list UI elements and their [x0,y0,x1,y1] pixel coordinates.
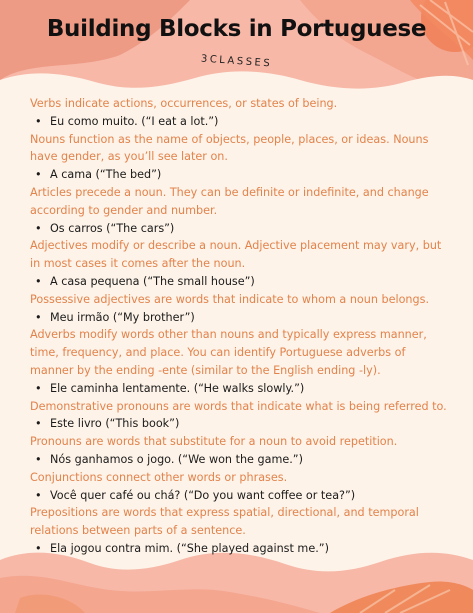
possessive-adjectives-definition: Possessive adjectives are words that indicate to whom a noun belongs. [30,292,430,306]
articles-example: • Os carros (“The cars”) [30,220,450,238]
prepositions-definition: Prepositions are words that express spatial, directional, and temporal relations between parts of a sentence. [30,506,419,538]
prepositions-example: • Ela jogou contra mim. (“She played against me.”) [30,540,450,558]
pronouns-example: • Nós ganhamos o jogo. (“We won the game.”) [30,451,450,469]
conjunctions-example: • Você quer café ou chá? (“Do you want coffee or tea?”) [30,487,450,505]
articles-definition: Articles precede a noun. They can be definite or indefinite, and change according to gender and number. [30,185,429,217]
nouns-definition: Nouns function as the name of objects, people, places, or ideas. Nouns have gender, as you’ll see later on. [30,132,429,164]
adjectives-example: • A casa pequena (“The small house”) [30,273,450,291]
page-title: Building Blocks in Portuguese [46,16,427,42]
grammar-list [30,95,450,558]
possessive-adjectives-example: • Meu irmão (“My brother”) [30,309,450,327]
adjectives-definition: Adjectives modify or describe a noun. Adjective placement may vary, but in most cases it comes after the noun. [30,239,442,271]
pronouns-definition: Pronouns are words that substitute for a noun to avoid repetition. [30,435,398,449]
brand-logo-text: 3CLASSES [200,53,273,70]
nouns-example: • A cama (“The bed”) [30,166,450,184]
conjunctions-definition: Conjunctions connect other words or phrases. [30,470,288,484]
adverbs-definition: Adverbs modify words other than nouns and typically express manner, time, frequency, and place. You can identify Portuguese adverbs of manner by the ending -ente (similar to the English ending -ly). [30,328,427,377]
verbs-definition: Verbs indicate actions, occurrences, or states of being. [30,97,338,110]
adverbs-example: • Ele caminha lentamente. (“He walks slowly.”) [30,380,450,398]
demonstrative-pronouns-example: • Este livro (“This book”) [30,415,450,433]
demonstrative-pronouns-definition: Demonstrative pronouns are words that indicate what is being referred to. [30,399,447,413]
verbs-example: • Eu como muito. (“I eat a lot.”) [30,113,450,131]
